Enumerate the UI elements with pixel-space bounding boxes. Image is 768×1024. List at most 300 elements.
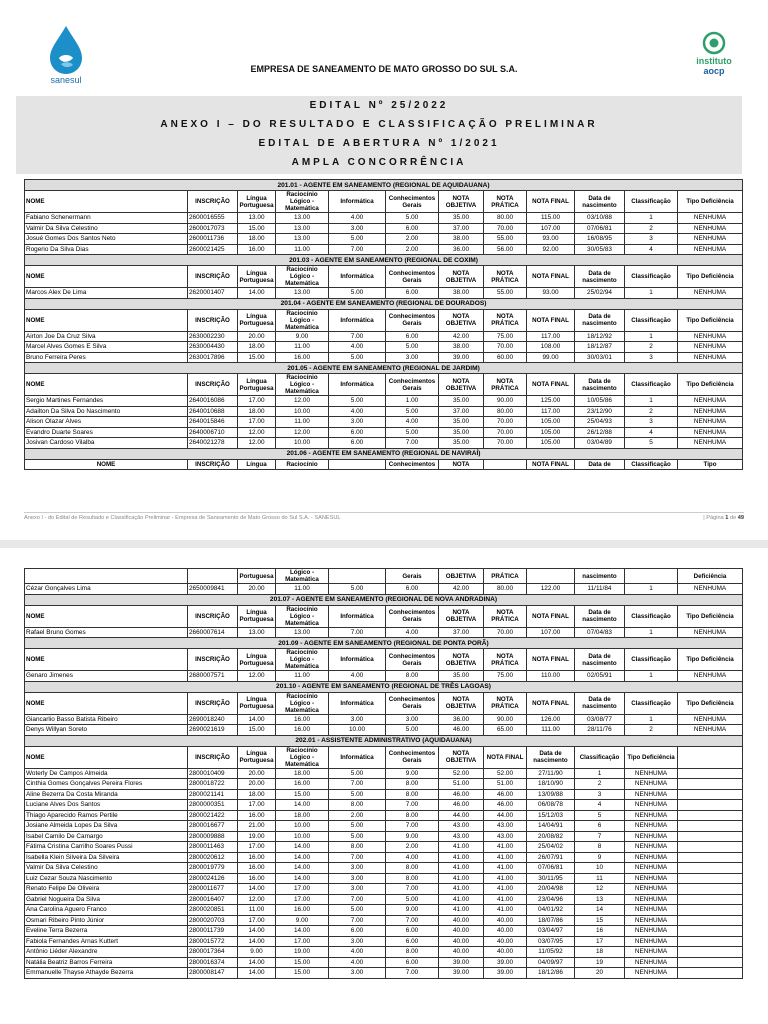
table-cell: 12.00 — [238, 427, 276, 438]
column-header: Raciocínio Lógico - Matemática — [276, 605, 329, 627]
table-row — [25, 417, 743, 428]
column-header: Raciocínio — [276, 459, 329, 469]
table-cell: 5 — [575, 810, 625, 821]
table-cell: 6.00 — [386, 223, 439, 234]
table-cell: 18.00 — [238, 406, 276, 417]
table-row — [25, 800, 743, 811]
table-cell: 2800016407 — [188, 894, 238, 905]
table-cell: 14.00 — [238, 884, 276, 895]
table-cell: 04/09/97 — [527, 957, 575, 968]
column-header: Informática — [329, 692, 386, 714]
table-cell: 2.00 — [386, 234, 439, 245]
table-cell: 17.00 — [276, 884, 329, 895]
table-cell: 13/09/88 — [527, 789, 575, 800]
table-cell: NENHUMA — [625, 936, 678, 947]
table-cell: 2680007571 — [188, 671, 238, 682]
table-cell: 8.00 — [329, 800, 386, 811]
column-header: Data de nascimento — [575, 266, 625, 288]
table-cell: 80.00 — [484, 213, 527, 224]
table-cell: 5.00 — [386, 342, 439, 353]
table-row — [25, 915, 743, 926]
table-row — [25, 213, 743, 224]
section-title: 201.09 - AGENTE EM SANEAMENTO (REGIONAL DE PONTA PORÃ) — [25, 638, 743, 649]
table-cell: 41.00 — [439, 873, 484, 884]
table-cell: 12.00 — [238, 438, 276, 449]
table-cell: NENHUMA — [625, 915, 678, 926]
table-cell: 13.00 — [276, 288, 329, 299]
sanesul-logo — [40, 24, 92, 84]
table-cell: 55.00 — [484, 288, 527, 299]
table-cell: 1 — [625, 213, 678, 224]
table-cell: 17.00 — [238, 417, 276, 428]
table-cell: Emmanuelle Thayse Athayde Bezerra — [25, 968, 188, 979]
footer-text: Anexo I - do Edital de Resultado e Classificação Preliminar - Empresa de Saneamento de Mato Grosso do Sul S.A. - SANESUL — [24, 515, 341, 521]
table-cell: 20/08/82 — [527, 831, 575, 842]
table-cell: 2600021425 — [188, 244, 238, 255]
table-cell: 70.00 — [484, 342, 527, 353]
column-header: NOTA PRÁTICA — [484, 605, 527, 627]
table-cell: 03/08/77 — [575, 714, 625, 725]
table-row — [25, 863, 743, 874]
column-header-row — [25, 692, 743, 714]
table-cell: Marcos Alex De Lima — [25, 288, 188, 299]
table-cell: 37.00 — [439, 406, 484, 417]
table-cell: 5.00 — [386, 213, 439, 224]
column-header: NOTA PRÁTICA — [484, 692, 527, 714]
column-header: Informática — [329, 605, 386, 627]
table-cell: 16.00 — [276, 905, 329, 916]
table-cell: 8.00 — [386, 947, 439, 958]
table-cell: NENHUMA — [678, 427, 743, 438]
column-header: Tipo Deficiência — [678, 191, 743, 213]
table-cell: 12.00 — [238, 894, 276, 905]
table-cell: 20/04/98 — [527, 884, 575, 895]
table-cell: 8 — [575, 842, 625, 853]
table-cell: 15.00 — [276, 968, 329, 979]
table-cell — [678, 894, 743, 905]
column-header: Data de — [575, 459, 625, 469]
company-name: EMPRESA DE SANEAMENTO DE MATO GROSSO DO SUL S.A. — [250, 64, 518, 74]
table-cell: 41.00 — [439, 842, 484, 853]
table-cell: 38.00 — [439, 342, 484, 353]
section-header-row — [25, 363, 743, 374]
table-cell: 41.00 — [484, 852, 527, 863]
section-header-row — [25, 180, 743, 191]
table-cell: 43.00 — [484, 821, 527, 832]
table-cell: Isabel Camilo De Camargo — [25, 831, 188, 842]
table-cell: 9.00 — [386, 768, 439, 779]
table-cell: 8.00 — [386, 671, 439, 682]
table-cell — [678, 789, 743, 800]
table-cell: 3.00 — [329, 884, 386, 895]
table-cell: 2 — [625, 342, 678, 353]
table-cell: Josué Gomes Dos Santos Neto — [25, 234, 188, 245]
table-cell: 7.00 — [386, 800, 439, 811]
table-cell: 7.00 — [329, 779, 386, 790]
table-cell: 5.00 — [329, 768, 386, 779]
table-cell: 3.00 — [329, 863, 386, 874]
table-cell: 5.00 — [386, 725, 439, 736]
table-cell: Josiane Almeida Lopes Da Silva — [25, 821, 188, 832]
column-header: NOTA — [439, 459, 484, 469]
table-cell — [678, 947, 743, 958]
table-cell: 20.00 — [238, 768, 276, 779]
table-cell: 1 — [625, 671, 678, 682]
table-cell: 15.00 — [276, 957, 329, 968]
table-cell: Thiago Aparecido Ramos Pertile — [25, 810, 188, 821]
table-cell: Aline Bezerra Da Costa Miranda — [25, 789, 188, 800]
table-cell: 20.00 — [238, 584, 276, 595]
table-cell: 2 — [625, 223, 678, 234]
table-cell: 17.00 — [238, 915, 276, 926]
table-cell: 12 — [575, 884, 625, 895]
table-cell: 70.00 — [484, 427, 527, 438]
table-cell — [678, 873, 743, 884]
table-cell: 39.00 — [439, 957, 484, 968]
column-header: Classificação — [625, 374, 678, 396]
table-cell: 2800021422 — [188, 810, 238, 821]
column-header: NOTA FINAL — [527, 459, 575, 469]
column-header: NOTA OBJETIVA — [439, 191, 484, 213]
table-cell — [678, 926, 743, 937]
column-header: Informática — [329, 746, 386, 768]
table-cell: NENHUMA — [625, 968, 678, 979]
section-title: 201.05 - AGENTE EM SANEAMENTO (REGIONAL DE JARDIM) — [25, 363, 743, 374]
table-cell: 18/07/86 — [527, 915, 575, 926]
table-cell: 36.00 — [439, 714, 484, 725]
table-cell: 2800020612 — [188, 852, 238, 863]
table-cell: 18.00 — [238, 342, 276, 353]
table-cell: 5.00 — [329, 234, 386, 245]
table-cell — [678, 810, 743, 821]
table-cell: 46.00 — [439, 800, 484, 811]
table-cell: 3.00 — [386, 714, 439, 725]
table-cell: 56.00 — [484, 244, 527, 255]
section-header-row — [25, 594, 743, 605]
table-cell: 8.00 — [386, 810, 439, 821]
table-cell: 06/08/78 — [527, 800, 575, 811]
table-cell: 93.00 — [527, 234, 575, 245]
table-cell: 2600017073 — [188, 223, 238, 234]
table-cell: 4 — [625, 427, 678, 438]
table-cell: NENHUMA — [625, 926, 678, 937]
document-page-2 — [0, 548, 768, 1024]
column-header: NOTA OBJETIVA — [439, 374, 484, 396]
section-title: 202.01 - ASSISTENTE ADMINISTRATIVO (AQUIDAUANA) — [25, 735, 743, 746]
table-cell: 37.00 — [439, 223, 484, 234]
table-cell: 2800010409 — [188, 768, 238, 779]
table-row — [25, 894, 743, 905]
table-cell: Luciane Alves Dos Santos — [25, 800, 188, 811]
table-cell: NENHUMA — [625, 810, 678, 821]
column-header: NOME — [25, 266, 188, 288]
table-cell: 44.00 — [484, 810, 527, 821]
table-cell: 70.00 — [484, 438, 527, 449]
table-cell: 11.00 — [276, 417, 329, 428]
table-cell: 2800020851 — [188, 905, 238, 916]
table-cell: Isabella Klein Silveira Da Silveira — [25, 852, 188, 863]
table-cell: 6.00 — [386, 957, 439, 968]
table-cell: 25/04/93 — [575, 417, 625, 428]
table-cell: 4.00 — [329, 671, 386, 682]
table-row — [25, 821, 743, 832]
table-cell: NENHUMA — [625, 789, 678, 800]
table-cell: NENHUMA — [625, 873, 678, 884]
table-row — [25, 427, 743, 438]
column-header: Deficiência — [678, 569, 743, 584]
table-cell: 10/05/86 — [575, 396, 625, 407]
table-cell: 70.00 — [484, 417, 527, 428]
table-cell: 7.00 — [386, 884, 439, 895]
section-title: 201.03 - AGENTE EM SANEAMENTO (REGIONAL DE COXIM) — [25, 255, 743, 266]
table-cell: 41.00 — [484, 842, 527, 853]
table-cell: 3.00 — [329, 873, 386, 884]
table-cell: 12.00 — [238, 671, 276, 682]
table-cell: 6.00 — [386, 331, 439, 342]
table-cell: 15.00 — [238, 352, 276, 363]
column-header-row — [25, 569, 743, 584]
table-cell: 12.00 — [276, 427, 329, 438]
table-cell: 7.00 — [386, 821, 439, 832]
column-header: NOTA PRÁTICA — [484, 266, 527, 288]
table-cell: 51.00 — [439, 779, 484, 790]
column-header: Conhecimentos — [386, 459, 439, 469]
column-header — [527, 569, 575, 584]
table-cell: 21.00 — [238, 821, 276, 832]
column-header: Informática — [329, 266, 386, 288]
table-row — [25, 725, 743, 736]
column-header: Classificação — [625, 459, 678, 469]
table-row — [25, 342, 743, 353]
section-header-row — [25, 681, 743, 692]
table-cell: NENHUMA — [678, 342, 743, 353]
table-cell — [678, 936, 743, 947]
column-header: NOTA FINAL — [527, 309, 575, 331]
table-cell: 42.00 — [439, 331, 484, 342]
table-cell: 1 — [625, 331, 678, 342]
column-header: Língua Portuguesa — [238, 191, 276, 213]
table-cell: 1 — [575, 768, 625, 779]
table-cell: 11.00 — [238, 905, 276, 916]
table-row — [25, 926, 743, 937]
table-cell: 26/12/88 — [575, 427, 625, 438]
column-header: Conhecimentos Gerais — [386, 649, 439, 671]
table-cell: 18 — [575, 947, 625, 958]
column-header: Portuguesa — [238, 569, 276, 584]
table-row — [25, 810, 743, 821]
column-header: Informática — [329, 309, 386, 331]
page-header — [0, 0, 768, 96]
column-header: INSCRIÇÃO — [188, 649, 238, 671]
column-header: OBJETIVA — [439, 569, 484, 584]
table-cell: 40.00 — [439, 947, 484, 958]
table-cell: 3 — [625, 417, 678, 428]
column-header-row — [25, 309, 743, 331]
column-header: Conhecimentos Gerais — [386, 746, 439, 768]
column-header: NOME — [25, 746, 188, 768]
table-cell: NENHUMA — [678, 288, 743, 299]
table-cell: 6 — [575, 821, 625, 832]
table-cell: Natália Beatriz Barros Ferreira — [25, 957, 188, 968]
column-header: Data de nascimento — [575, 692, 625, 714]
table-row — [25, 627, 743, 638]
table-cell: 51.00 — [484, 779, 527, 790]
table-cell: 4.00 — [386, 627, 439, 638]
column-header: INSCRIÇÃO — [188, 374, 238, 396]
table-cell: 20 — [575, 968, 625, 979]
table-cell: 1 — [625, 584, 678, 595]
column-header: Data de nascimento — [575, 374, 625, 396]
table-cell: 9.00 — [386, 905, 439, 916]
table-cell: NENHUMA — [625, 842, 678, 853]
table-cell: 10.00 — [276, 821, 329, 832]
table-cell: 2690018240 — [188, 714, 238, 725]
table-cell: 117.00 — [527, 331, 575, 342]
table-row — [25, 905, 743, 916]
table-cell: Sergio Martines Fernandes — [25, 396, 188, 407]
title-band — [16, 96, 742, 174]
table-cell — [678, 915, 743, 926]
sanesul-logo-text: sanesul — [50, 75, 82, 84]
table-cell: 02/05/91 — [575, 671, 625, 682]
column-header: NOTA FINAL — [527, 266, 575, 288]
table-cell: Fabiano Schenermann — [25, 213, 188, 224]
column-header: NOME — [25, 374, 188, 396]
table-cell: 3.00 — [329, 968, 386, 979]
table-cell: 16.00 — [238, 810, 276, 821]
table-cell: 2800016677 — [188, 821, 238, 832]
table-cell: 35.00 — [439, 396, 484, 407]
table-cell: NENHUMA — [625, 905, 678, 916]
table-cell: 8.00 — [386, 779, 439, 790]
table-cell: NENHUMA — [678, 396, 743, 407]
column-header: nascimento — [575, 569, 625, 584]
table-cell: 13.00 — [276, 627, 329, 638]
column-header: Conhecimentos Gerais — [386, 309, 439, 331]
column-header: INSCRIÇÃO — [188, 309, 238, 331]
table-cell: 04/01/92 — [527, 905, 575, 916]
column-header: Data de nascimento — [575, 649, 625, 671]
table-cell: 5 — [625, 438, 678, 449]
table-cell: 1 — [625, 627, 678, 638]
table-cell: 18/12/87 — [575, 342, 625, 353]
column-header: NOME — [25, 649, 188, 671]
table-cell: 5.00 — [386, 427, 439, 438]
column-header: Classificação — [625, 266, 678, 288]
table-cell: 5.00 — [329, 831, 386, 842]
table-cell: 2800009888 — [188, 831, 238, 842]
table-cell: 6.00 — [386, 926, 439, 937]
table-cell: 9.00 — [386, 831, 439, 842]
column-header — [188, 569, 238, 584]
table-cell: 13.00 — [276, 223, 329, 234]
column-header: INSCRIÇÃO — [188, 692, 238, 714]
table-cell: Antônio Liéder Alexandre — [25, 947, 188, 958]
table-cell: 2800011677 — [188, 884, 238, 895]
table-cell: 52.00 — [439, 768, 484, 779]
table-cell: NENHUMA — [678, 584, 743, 595]
table-cell: 13.00 — [238, 213, 276, 224]
table-cell: 4.00 — [329, 406, 386, 417]
table-cell: NENHUMA — [625, 852, 678, 863]
table-cell: Cézar Gonçalves Lima — [25, 584, 188, 595]
table-cell — [678, 884, 743, 895]
column-header: Gerais — [386, 569, 439, 584]
aocp-logo-line1: instituto — [696, 56, 732, 66]
table-cell: 5.00 — [386, 894, 439, 905]
column-header: Raciocínio Lógico - Matemática — [276, 191, 329, 213]
column-header — [484, 459, 527, 469]
table-cell: 46.00 — [484, 789, 527, 800]
column-header: NOTA OBJETIVA — [439, 692, 484, 714]
table-cell: 5.00 — [386, 406, 439, 417]
table-cell: 55.00 — [484, 234, 527, 245]
table-cell: 17.00 — [238, 800, 276, 811]
table-cell: 15.00 — [238, 725, 276, 736]
column-header-row — [25, 266, 743, 288]
table-cell: 17.00 — [276, 894, 329, 905]
table-cell — [678, 905, 743, 916]
column-header: Raciocínio Lógico - Matemática — [276, 692, 329, 714]
table-row — [25, 584, 743, 595]
table-cell: 70.00 — [484, 627, 527, 638]
table-cell: 105.00 — [527, 427, 575, 438]
annex-title: ANEXO I – DO RESULTADO E CLASSIFICAÇÃO PRELIMINAR — [160, 119, 598, 130]
table-cell: 2800024126 — [188, 873, 238, 884]
table-cell: 14.00 — [276, 863, 329, 874]
table-cell: 16.00 — [276, 352, 329, 363]
table-cell: 2 — [575, 779, 625, 790]
table-cell: NENHUMA — [678, 714, 743, 725]
table-cell: 35.00 — [439, 671, 484, 682]
table-cell: 5.00 — [329, 584, 386, 595]
column-header: PRÁTICA — [484, 569, 527, 584]
table-cell: 2600011736 — [188, 234, 238, 245]
table-cell: 3 — [625, 352, 678, 363]
table-cell: 12.00 — [276, 396, 329, 407]
column-header — [625, 569, 678, 584]
table-cell: 07/06/81 — [575, 223, 625, 234]
table-cell: 2660007614 — [188, 627, 238, 638]
column-header: NOTA FINAL — [527, 605, 575, 627]
column-header: NOTA FINAL — [484, 746, 527, 768]
table-cell: NENHUMA — [678, 223, 743, 234]
column-header: Informática — [329, 374, 386, 396]
table-cell: 14.00 — [276, 800, 329, 811]
table-cell — [678, 821, 743, 832]
table-row — [25, 957, 743, 968]
results-table-page-1 — [24, 179, 743, 470]
column-header: Classificação — [625, 692, 678, 714]
column-header: Língua Portuguesa — [238, 746, 276, 768]
column-header: Data de nascimento — [527, 746, 575, 768]
table-cell: Ana Carolina Aguero Franco — [25, 905, 188, 916]
column-header: Conhecimentos Gerais — [386, 191, 439, 213]
table-cell: 36.00 — [439, 244, 484, 255]
table-cell: 43.00 — [439, 821, 484, 832]
column-header: NOTA PRÁTICA — [484, 191, 527, 213]
table-cell: 11/05/92 — [527, 947, 575, 958]
column-header: Data de nascimento — [575, 309, 625, 331]
table-cell: 10 — [575, 863, 625, 874]
table-cell: 107.00 — [527, 223, 575, 234]
column-header: Data de nascimento — [575, 191, 625, 213]
table-cell: 93.00 — [527, 288, 575, 299]
table-cell: Fabiola Fernandes Arnas Kuttert — [25, 936, 188, 947]
table-cell: NENHUMA — [678, 417, 743, 428]
column-header-row — [25, 191, 743, 213]
table-row — [25, 789, 743, 800]
